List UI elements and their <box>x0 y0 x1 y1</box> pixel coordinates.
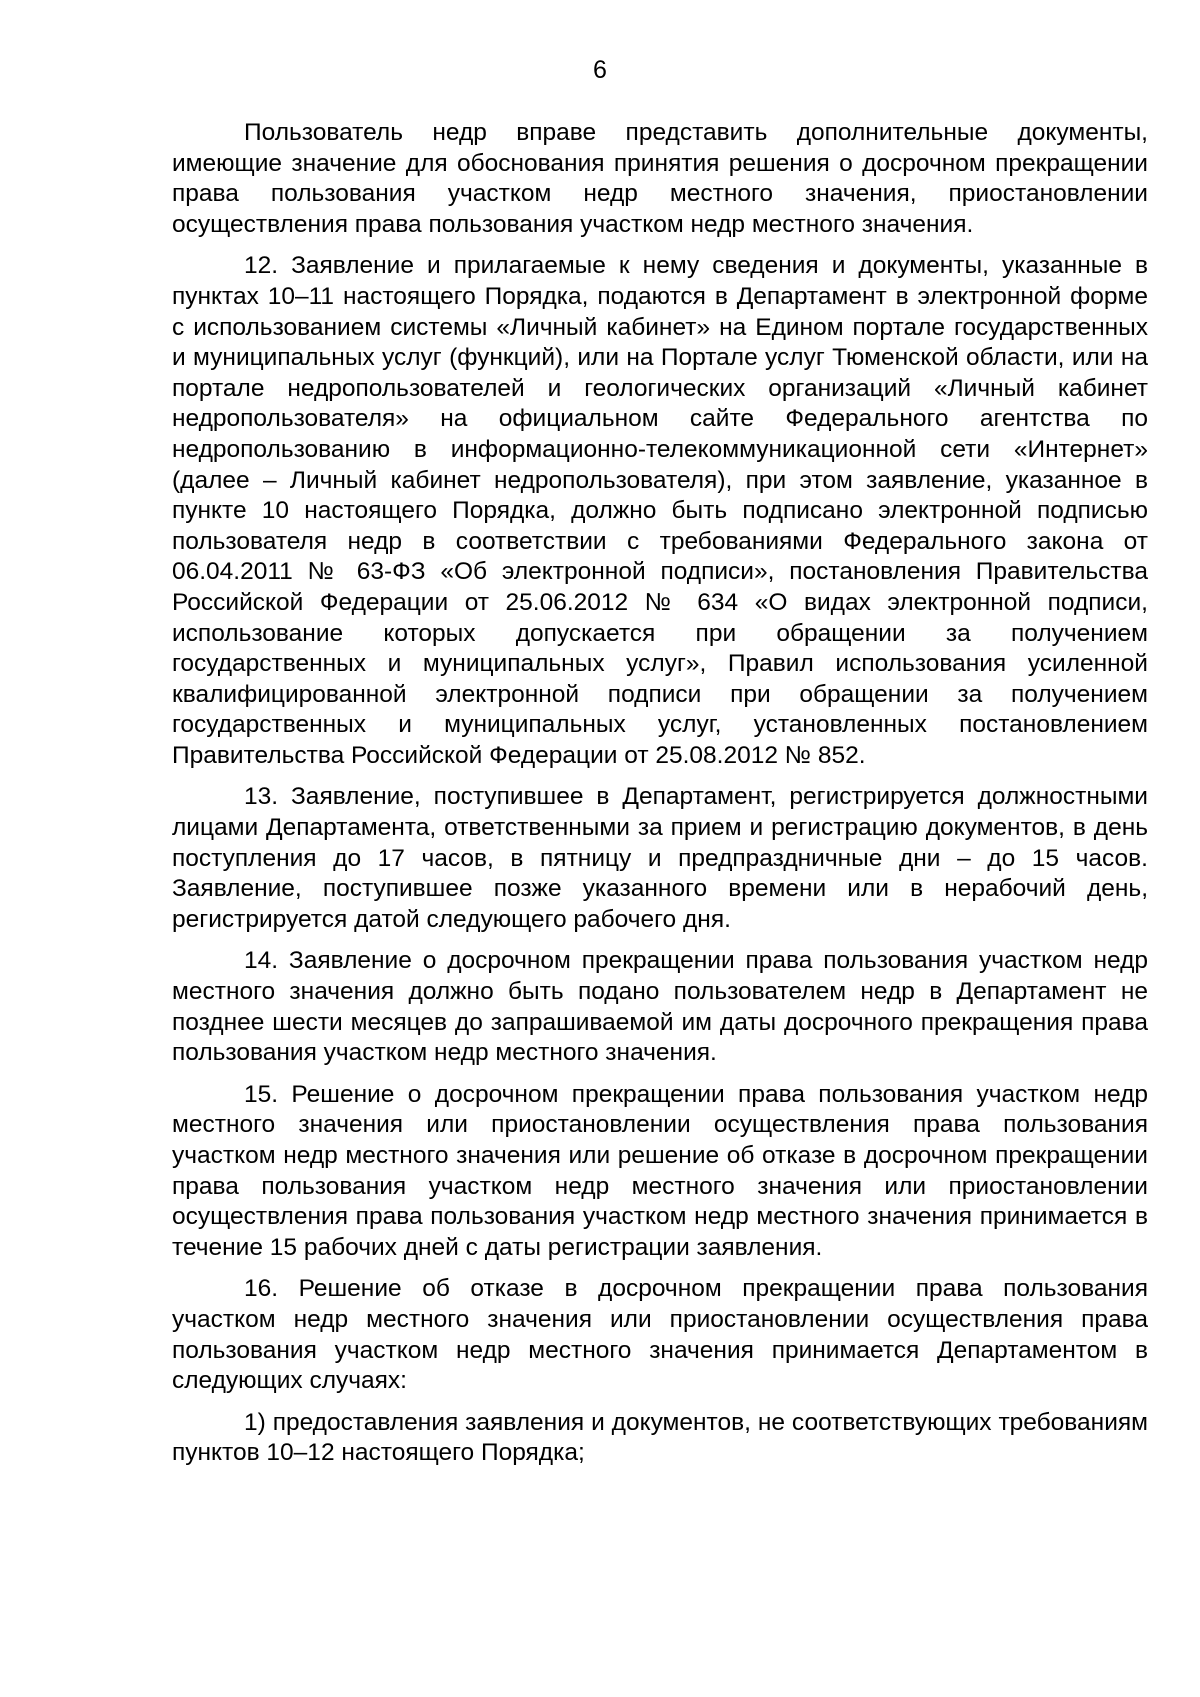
paragraph-16: 16. Решение об отказе в досрочном прекращении права пользования участком недр местного значения или приостановлении осуществления права пользования участком недр местного значения принимается Департаментом в следующих случаях: <box>172 1275 1148 1395</box>
paragraph-15: 15. Решение о досрочном прекращении права пользования участком недр местного значения или приостановлении осуществления права пользования участком недр местного значения или решение об отказе в досрочном прекращении права пользования участком недр местного значения или приостановлении осуществления права пользования участком недр местного значения принимается в течение 15 рабочих дней с даты регистрации заявления. <box>172 1080 1148 1261</box>
page-number: 6 <box>593 56 607 84</box>
paragraph-16-item-1: 1) предоставления заявления и документов, не соответствующих требованиям пунктов 10–12 настоящего Порядка; <box>172 1408 1148 1467</box>
paragraph-additional-documents: Пользователь недр вправе представить дополнительные документы, имеющие значение для обоснования принятия решения о досрочном прекращении права пользования участком недр местного значения, приостановлении осуществления права пользования участком недр местного значения. <box>172 119 1148 238</box>
paragraph-13: 13. Заявление, поступившее в Департамент, регистрируется должностными лицами Департамента, ответственными за прием и регистрацию документов, в день поступления до 17 часов, в пятницу и предпраздничные дни – до 15 часов. Заявление, поступившее позже указанного времени или в нерабочий день, регистрируется датой следующего рабочего дня. <box>172 783 1148 933</box>
paragraph-12: 12. Заявление и прилагаемые к нему сведения и документы, указанные в пунктах 10–11 настоящего Порядка, подаются в Департамент в электронной форме с использованием системы «Личный кабинет» на Едином портале государственных и муниципальных услуг (функций), или на Портале услуг Тюменской области, или на портале недропользователей и геологических организаций «Личный кабинет недропользователя» на официальном сайте Федерального агентства по недропользованию в информационно-телекоммуникационной сети «Интернет» (далее – Личный кабинет недропользователя), при этом заявление, указанное в пункте 10 настоящего Порядка, должно быть подписано электронной подписью пользователя недр в соответствии с требованиями Федерального закона от 06.04.2011 № 63-ФЗ «Об электронной подписи», постановления Правительства Российской Федерации от 25.06.2012 № 634 «О видах электронной подписи, использование которых допускается при обращении за получением государственных и муниципальных услуг», Правил использования усиленной квалифицированной электронной подписи при обращении за получением государственных и муниципальных услуг, установленных постановлением Правительства Российской Федерации от 25.08.2012 № 852. <box>172 252 1148 769</box>
document-body <box>172 118 1148 1480</box>
paragraph-14: 14. Заявление о досрочном прекращении права пользования участком недр местного значения должно быть подано пользователем недр в Департамент не позднее шести месяцев до запрашиваемой им даты досрочного прекращения права пользования участком недр местного значения. <box>172 947 1148 1067</box>
